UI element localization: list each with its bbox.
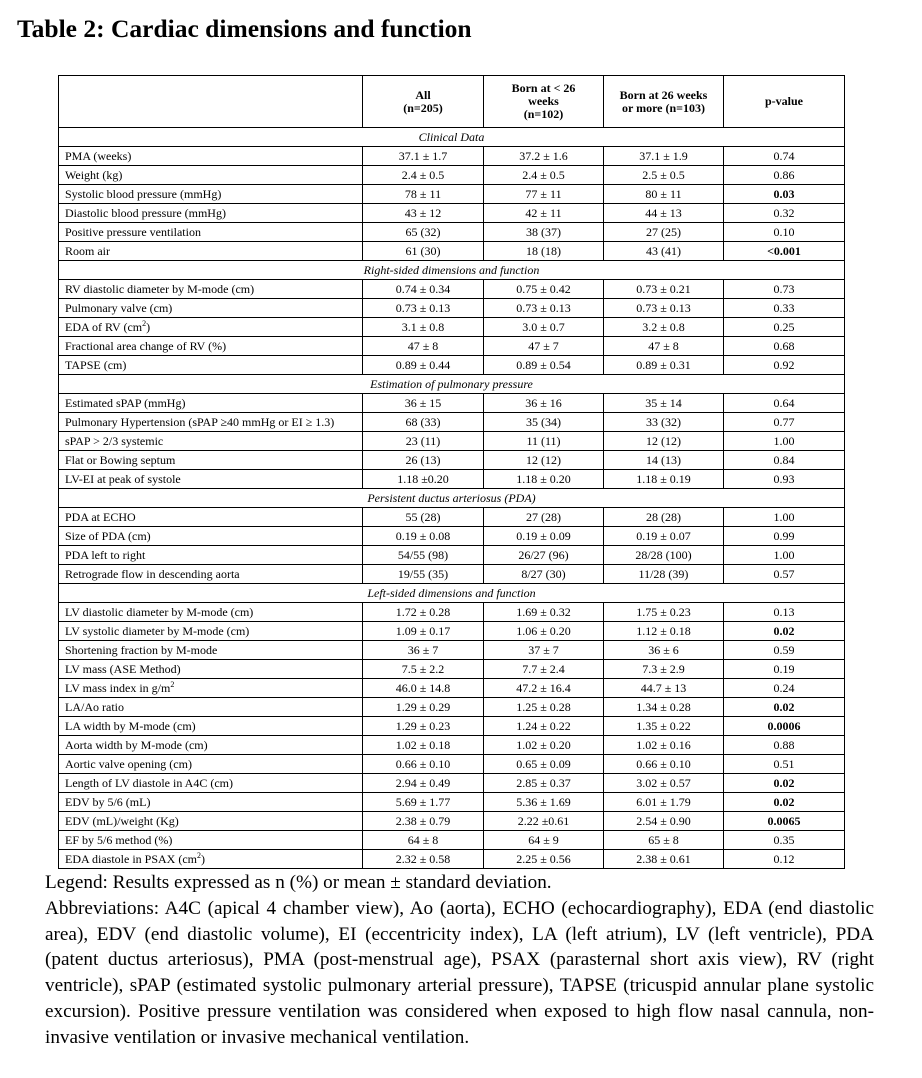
row-label [59, 793, 363, 812]
value-born-ge26: 28/28 (100) [604, 546, 724, 565]
row-label [59, 736, 363, 755]
p-value: 0.24 [724, 679, 845, 698]
row-label-suffix: ) [201, 851, 205, 866]
table-row [59, 185, 845, 204]
p-value: 0.68 [724, 337, 845, 356]
value-all: 36 ± 15 [363, 394, 484, 413]
value-born-lt26: 47 ± 7 [484, 337, 604, 356]
row-label-superscript: 2 [142, 318, 147, 328]
row-label-text: EDV by 5/6 (mL) [65, 794, 151, 809]
value-born-ge26: 1.75 ± 0.23 [604, 603, 724, 622]
p-value: 0.02 [724, 698, 845, 717]
table-row [59, 546, 845, 565]
value-born-lt26: 27 (28) [484, 508, 604, 527]
value-born-lt26: 1.06 ± 0.20 [484, 622, 604, 641]
table-row [59, 679, 845, 698]
row-label-text: sPAP > 2/3 systemic [65, 433, 164, 448]
value-born-lt26: 35 (34) [484, 413, 604, 432]
value-born-ge26: 2.5 ± 0.5 [604, 166, 724, 185]
value-born-lt26: 0.89 ± 0.54 [484, 356, 604, 375]
value-all: 7.5 ± 2.2 [363, 660, 484, 679]
value-born-lt26: 42 ± 11 [484, 204, 604, 223]
row-label [59, 812, 363, 831]
row-label-text: PDA left to right [65, 547, 146, 562]
row-label-text: TAPSE (cm) [65, 357, 127, 372]
table-row [59, 470, 845, 489]
value-all: 1.09 ± 0.17 [363, 622, 484, 641]
p-value: 1.00 [724, 508, 845, 527]
section-row [59, 375, 845, 394]
table-row [59, 793, 845, 812]
value-born-lt26: 0.19 ± 0.09 [484, 527, 604, 546]
row-label [59, 242, 363, 261]
table-row [59, 641, 845, 660]
p-value: 0.02 [724, 622, 845, 641]
value-born-ge26: 80 ± 11 [604, 185, 724, 204]
header-born-ge26: Born at 26 weeks or more (n=103) [604, 76, 724, 128]
value-all: 1.29 ± 0.23 [363, 717, 484, 736]
value-born-lt26: 11 (11) [484, 432, 604, 451]
value-born-lt26: 37 ± 7 [484, 641, 604, 660]
table-row [59, 622, 845, 641]
value-born-ge26: 44 ± 13 [604, 204, 724, 223]
table-row [59, 812, 845, 831]
row-label-text: LV mass (ASE Method) [65, 661, 181, 676]
value-all: 47 ± 8 [363, 337, 484, 356]
p-value: 1.00 [724, 432, 845, 451]
p-value: 0.32 [724, 204, 845, 223]
value-born-lt26: 3.0 ± 0.7 [484, 318, 604, 337]
row-label [59, 660, 363, 679]
row-label-text: Pulmonary valve (cm) [65, 300, 173, 315]
header-born-lt26: Born at < 26 weeks (n=102) [484, 76, 604, 128]
table-row [59, 147, 845, 166]
value-born-ge26: 11/28 (39) [604, 565, 724, 584]
value-all: 78 ± 11 [363, 185, 484, 204]
row-label-text: LA width by M-mode (cm) [65, 718, 196, 733]
value-born-lt26: 26/27 (96) [484, 546, 604, 565]
row-label [59, 641, 363, 660]
p-value: 0.02 [724, 774, 845, 793]
value-all: 1.02 ± 0.18 [363, 736, 484, 755]
value-born-lt26: 1.69 ± 0.32 [484, 603, 604, 622]
row-label [59, 470, 363, 489]
value-born-ge26: 0.66 ± 0.10 [604, 755, 724, 774]
row-label [59, 185, 363, 204]
value-born-lt26: 2.4 ± 0.5 [484, 166, 604, 185]
row-label-text: RV diastolic diameter by M-mode (cm) [65, 281, 255, 296]
section-title: Persistent ductus arteriosus (PDA) [59, 489, 845, 508]
table-header-row [59, 76, 845, 128]
row-label-text: Aortic valve opening (cm) [65, 756, 192, 771]
table-row [59, 527, 845, 546]
row-label-text: EDA of RV (cm [65, 319, 143, 334]
row-label-text: Retrograde flow in descending aorta [65, 566, 240, 581]
p-value: 0.86 [724, 166, 845, 185]
p-value: 0.92 [724, 356, 845, 375]
value-born-ge26: 35 ± 14 [604, 394, 724, 413]
value-all: 1.29 ± 0.29 [363, 698, 484, 717]
section-row [59, 128, 845, 147]
header-all: All (n=205) [363, 76, 484, 128]
value-all: 55 (28) [363, 508, 484, 527]
value-all: 26 (13) [363, 451, 484, 470]
row-label-text: Pulmonary Hypertension (sPAP ≥40 mmHg or EI ≥ 1.3) [65, 415, 335, 429]
value-all: 0.66 ± 0.10 [363, 755, 484, 774]
row-label-text: LV-EI at peak of systole [65, 471, 181, 486]
value-all: 23 (11) [363, 432, 484, 451]
table-row [59, 850, 845, 869]
row-label [59, 299, 363, 318]
value-born-ge26: 33 (32) [604, 413, 724, 432]
row-label-text: PMA (weeks) [65, 148, 132, 163]
value-born-ge26: 2.54 ± 0.90 [604, 812, 724, 831]
p-value: 0.99 [724, 527, 845, 546]
value-all: 65 (32) [363, 223, 484, 242]
row-label [59, 774, 363, 793]
value-all: 2.32 ± 0.58 [363, 850, 484, 869]
value-born-lt26: 5.36 ± 1.69 [484, 793, 604, 812]
row-label-text: LA/Ao ratio [65, 699, 124, 714]
table-row [59, 318, 845, 337]
p-value: <0.001 [724, 242, 845, 261]
p-value: 0.74 [724, 147, 845, 166]
table-row [59, 432, 845, 451]
value-born-lt26: 1.18 ± 0.20 [484, 470, 604, 489]
row-label-text: Diastolic blood pressure (mmHg) [65, 205, 226, 220]
section-row [59, 489, 845, 508]
value-all: 37.1 ± 1.7 [363, 147, 484, 166]
table-row [59, 299, 845, 318]
value-born-ge26: 12 (12) [604, 432, 724, 451]
row-label [59, 280, 363, 299]
row-label [59, 622, 363, 641]
row-label-text: PDA at ECHO [65, 509, 136, 524]
p-value: 0.88 [724, 736, 845, 755]
value-all: 68 (33) [363, 413, 484, 432]
row-label [59, 679, 363, 698]
row-label-text: Fractional area change of RV (%) [65, 338, 227, 353]
table-row [59, 717, 845, 736]
row-label [59, 451, 363, 470]
abbreviations-text: Abbreviations: A4C (apical 4 chamber view), Ao (aorta), ECHO (echocardiography), EDA (end diastolic area), EDV (end diastolic volume), EI (eccentricity index), LA (left atrium), LV (left ventricle), PDA (patent ductus arteriosus), PMA (post-menstrual age), PSAX (parasternal short axis view), RV (right ventricle), sPAP (estimated systolic pulmonary arterial pressure), TAPSE (tricuspid annular plane systolic excursion). Positive pressure ventilation was considered when exposed to high flow nasal cannula, non-invasive ventilation or invasive mechanical ventilation. [45, 897, 874, 1048]
value-born-ge26: 65 ± 8 [604, 831, 724, 850]
row-label [59, 432, 363, 451]
value-all: 19/55 (35) [363, 565, 484, 584]
table-row [59, 451, 845, 470]
value-all: 0.19 ± 0.08 [363, 527, 484, 546]
value-born-lt26: 2.85 ± 0.37 [484, 774, 604, 793]
row-label [59, 698, 363, 717]
table-row [59, 356, 845, 375]
value-born-ge26: 1.35 ± 0.22 [604, 717, 724, 736]
table-row [59, 280, 845, 299]
header-label-cell [59, 76, 363, 128]
header-p-value: p-value [724, 76, 845, 128]
row-label-text: Positive pressure ventilation [65, 224, 201, 239]
value-all: 0.73 ± 0.13 [363, 299, 484, 318]
value-born-lt26: 1.25 ± 0.28 [484, 698, 604, 717]
row-label-text: Systolic blood pressure (mmHg) [65, 186, 222, 201]
value-born-ge26: 0.73 ± 0.13 [604, 299, 724, 318]
value-born-lt26: 77 ± 11 [484, 185, 604, 204]
section-row [59, 584, 845, 603]
value-born-ge26: 14 (13) [604, 451, 724, 470]
section-title: Left-sided dimensions and function [59, 584, 845, 603]
row-label-text: EF by 5/6 method (%) [65, 832, 173, 847]
row-label-text: EDA diastole in PSAX (cm [65, 851, 197, 866]
row-label-text: Estimated sPAP (mmHg) [65, 395, 186, 410]
table-body [59, 128, 845, 869]
table-row [59, 508, 845, 527]
row-label-superscript: 2 [170, 679, 175, 689]
table-row [59, 413, 845, 432]
row-label-text: LV systolic diameter by M-mode (cm) [65, 623, 250, 638]
legend-block [45, 870, 874, 1051]
value-born-lt26: 18 (18) [484, 242, 604, 261]
value-all: 3.1 ± 0.8 [363, 318, 484, 337]
p-value: 0.84 [724, 451, 845, 470]
p-value: 0.12 [724, 850, 845, 869]
row-label-suffix: ) [146, 319, 151, 334]
table-row [59, 394, 845, 413]
row-label [59, 413, 363, 432]
value-born-lt26: 1.02 ± 0.20 [484, 736, 604, 755]
p-value: 1.00 [724, 546, 845, 565]
value-born-ge26: 3.2 ± 0.8 [604, 318, 724, 337]
row-label-superscript: 2 [197, 850, 201, 860]
row-label [59, 204, 363, 223]
row-label [59, 337, 363, 356]
row-label [59, 318, 363, 337]
value-born-lt26: 1.24 ± 0.22 [484, 717, 604, 736]
value-all: 36 ± 7 [363, 641, 484, 660]
p-value: 0.59 [724, 641, 845, 660]
row-label-text: LV mass index in g/m [65, 680, 171, 695]
value-born-ge26: 47 ± 8 [604, 337, 724, 356]
section-row [59, 261, 845, 280]
row-label-text: EDV (mL)/weight (Kg) [65, 813, 179, 828]
legend-text: Legend: Results expressed as n (%) or mean ± standard deviation. [45, 872, 552, 893]
table-row [59, 223, 845, 242]
p-value: 0.25 [724, 318, 845, 337]
value-born-lt26: 37.2 ± 1.6 [484, 147, 604, 166]
row-label [59, 394, 363, 413]
value-born-ge26: 28 (28) [604, 508, 724, 527]
row-label-text: LV diastolic diameter by M-mode (cm) [65, 604, 254, 619]
value-born-lt26: 47.2 ± 16.4 [484, 679, 604, 698]
row-label [59, 717, 363, 736]
row-label [59, 831, 363, 850]
value-born-lt26: 7.7 ± 2.4 [484, 660, 604, 679]
row-label [59, 565, 363, 584]
p-value: 0.35 [724, 831, 845, 850]
table-row [59, 565, 845, 584]
p-value: 0.03 [724, 185, 845, 204]
value-all: 5.69 ± 1.77 [363, 793, 484, 812]
row-label [59, 147, 363, 166]
table-row [59, 166, 845, 185]
row-label [59, 755, 363, 774]
value-born-ge26: 27 (25) [604, 223, 724, 242]
value-born-ge26: 44.7 ± 13 [604, 679, 724, 698]
row-label [59, 166, 363, 185]
p-value: 0.73 [724, 280, 845, 299]
value-born-ge26: 7.3 ± 2.9 [604, 660, 724, 679]
value-born-ge26: 0.89 ± 0.31 [604, 356, 724, 375]
value-born-ge26: 43 (41) [604, 242, 724, 261]
value-all: 2.38 ± 0.79 [363, 812, 484, 831]
row-label-text: Length of LV diastole in A4C (cm) [65, 775, 233, 790]
value-born-ge26: 1.02 ± 0.16 [604, 736, 724, 755]
table-row [59, 660, 845, 679]
value-all: 1.72 ± 0.28 [363, 603, 484, 622]
value-born-ge26: 37.1 ± 1.9 [604, 147, 724, 166]
section-title: Right-sided dimensions and function [59, 261, 845, 280]
cardiac-table [58, 75, 845, 869]
table-row [59, 698, 845, 717]
value-all: 0.74 ± 0.34 [363, 280, 484, 299]
table-row [59, 603, 845, 622]
value-born-lt26: 12 (12) [484, 451, 604, 470]
page-title: Table 2: Cardiac dimensions and function [17, 14, 472, 43]
value-all: 1.18 ±0.20 [363, 470, 484, 489]
value-born-ge26: 1.18 ± 0.19 [604, 470, 724, 489]
value-born-lt26: 64 ± 9 [484, 831, 604, 850]
value-born-lt26: 0.75 ± 0.42 [484, 280, 604, 299]
value-born-ge26: 36 ± 6 [604, 641, 724, 660]
value-born-ge26: 0.19 ± 0.07 [604, 527, 724, 546]
value-born-ge26: 3.02 ± 0.57 [604, 774, 724, 793]
row-label [59, 850, 363, 869]
value-all: 54/55 (98) [363, 546, 484, 565]
p-value: 0.64 [724, 394, 845, 413]
value-all: 2.4 ± 0.5 [363, 166, 484, 185]
row-label [59, 546, 363, 565]
value-born-lt26: 2.22 ±0.61 [484, 812, 604, 831]
p-value: 0.51 [724, 755, 845, 774]
p-value: 0.13 [724, 603, 845, 622]
p-value: 0.33 [724, 299, 845, 318]
table-row [59, 736, 845, 755]
row-label-text: Flat or Bowing septum [65, 452, 176, 467]
table-row [59, 774, 845, 793]
value-all: 43 ± 12 [363, 204, 484, 223]
row-label-text: Shortening fraction by M-mode [65, 642, 218, 657]
value-born-ge26: 2.38 ± 0.61 [604, 850, 724, 869]
row-label-text: Aorta width by M-mode (cm) [65, 737, 208, 752]
row-label [59, 508, 363, 527]
p-value: 0.10 [724, 223, 845, 242]
p-value: 0.19 [724, 660, 845, 679]
row-label-text: Weight (kg) [65, 167, 123, 182]
value-all: 64 ± 8 [363, 831, 484, 850]
table-row [59, 755, 845, 774]
value-born-lt26: 2.25 ± 0.56 [484, 850, 604, 869]
value-born-ge26: 6.01 ± 1.79 [604, 793, 724, 812]
row-label-text: Room air [65, 243, 110, 258]
row-label [59, 356, 363, 375]
p-value: 0.0006 [724, 717, 845, 736]
row-label [59, 223, 363, 242]
value-all: 61 (30) [363, 242, 484, 261]
p-value: 0.57 [724, 565, 845, 584]
p-value: 0.02 [724, 793, 845, 812]
table-row [59, 242, 845, 261]
value-all: 0.89 ± 0.44 [363, 356, 484, 375]
value-born-lt26: 0.65 ± 0.09 [484, 755, 604, 774]
table-row [59, 831, 845, 850]
value-born-lt26: 8/27 (30) [484, 565, 604, 584]
row-label [59, 603, 363, 622]
value-born-lt26: 0.73 ± 0.13 [484, 299, 604, 318]
value-born-ge26: 1.34 ± 0.28 [604, 698, 724, 717]
p-value: 0.93 [724, 470, 845, 489]
section-title: Clinical Data [59, 128, 845, 147]
p-value: 0.0065 [724, 812, 845, 831]
row-label [59, 527, 363, 546]
section-title: Estimation of pulmonary pressure [59, 375, 845, 394]
value-born-lt26: 38 (37) [484, 223, 604, 242]
value-all: 2.94 ± 0.49 [363, 774, 484, 793]
value-born-ge26: 1.12 ± 0.18 [604, 622, 724, 641]
value-all: 46.0 ± 14.8 [363, 679, 484, 698]
value-born-ge26: 0.73 ± 0.21 [604, 280, 724, 299]
row-label-text: Size of PDA (cm) [65, 528, 151, 543]
p-value: 0.77 [724, 413, 845, 432]
table-row [59, 204, 845, 223]
value-born-lt26: 36 ± 16 [484, 394, 604, 413]
table-row [59, 337, 845, 356]
